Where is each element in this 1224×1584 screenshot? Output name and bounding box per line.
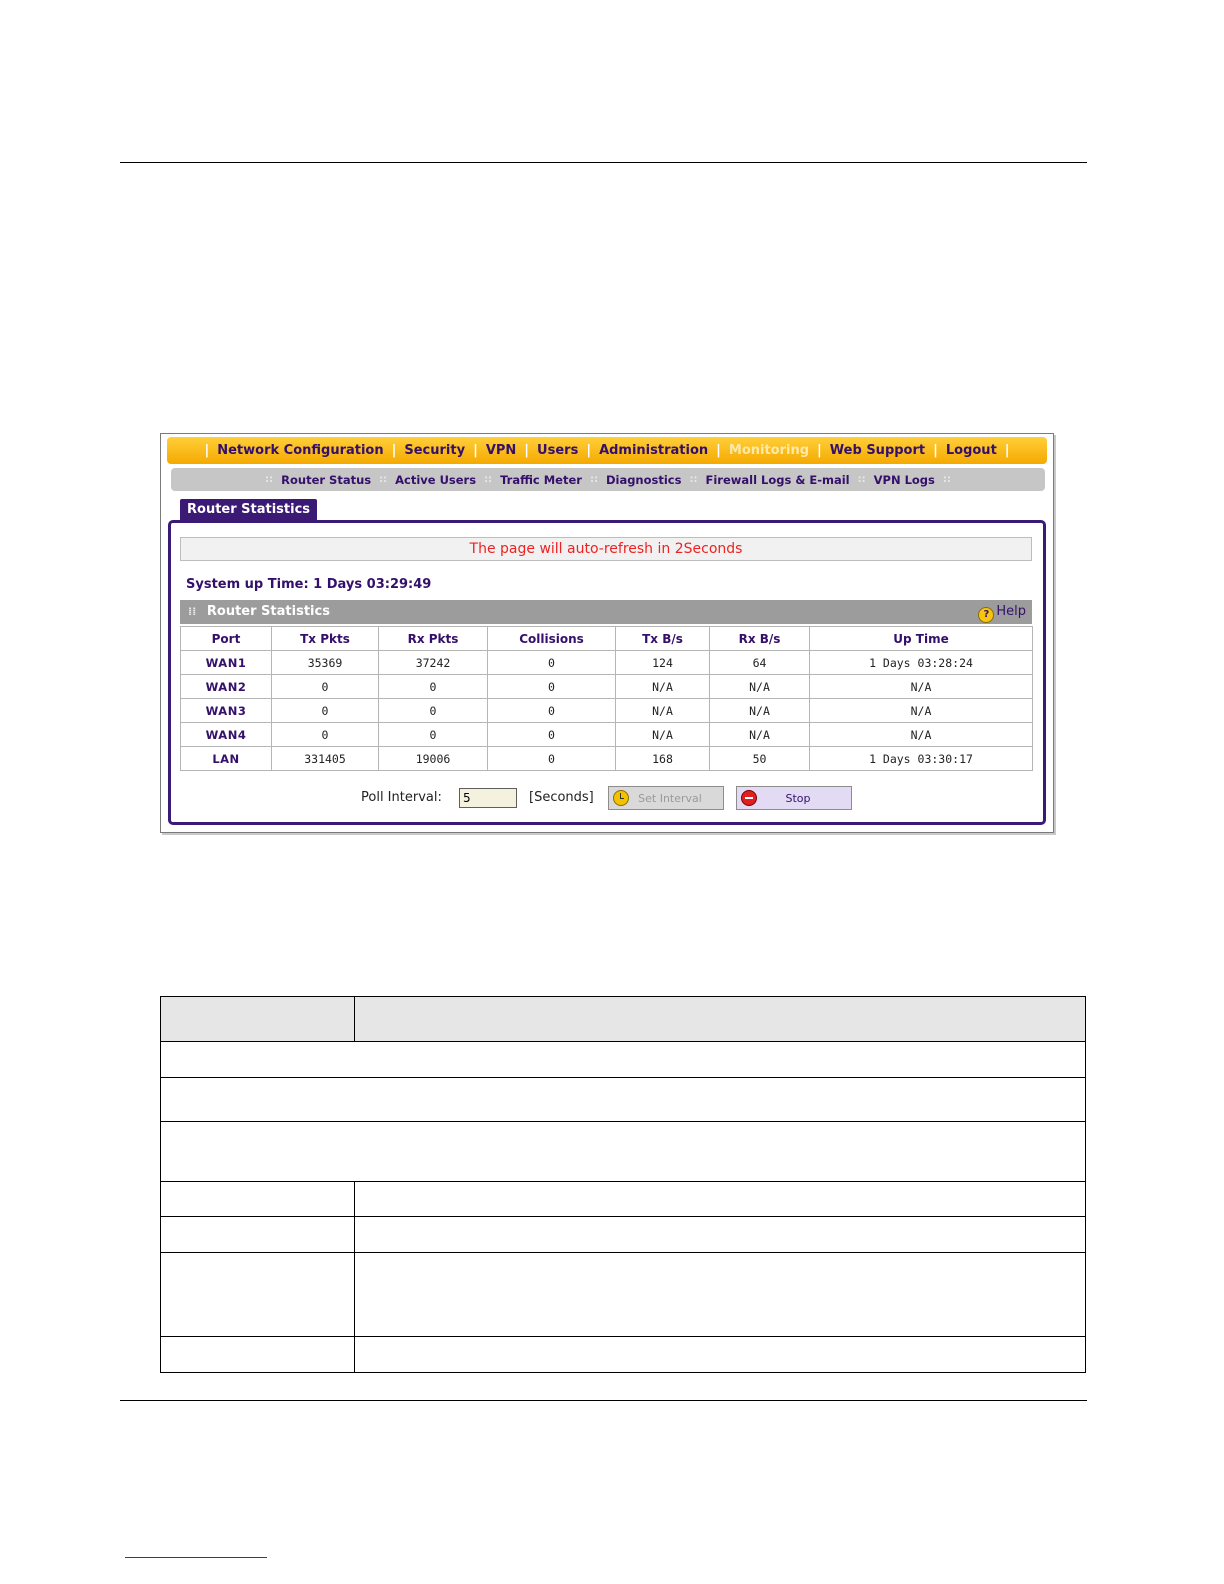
- section-header: [180, 600, 1032, 624]
- span-cell: [161, 1042, 1086, 1078]
- section-title: Router Statistics: [206, 604, 330, 619]
- content-panel: [168, 520, 1046, 825]
- nav-monitoring[interactable]: Monitoring: [728, 443, 810, 458]
- cell-collisions: 0: [488, 651, 616, 675]
- poll-interval-label: Poll Interval:: [361, 790, 442, 805]
- tab-router-statistics[interactable]: Router Statistics: [180, 499, 317, 520]
- nav-vpn[interactable]: VPN: [485, 443, 517, 458]
- set-interval-button[interactable]: [608, 786, 724, 810]
- subnav-router-status[interactable]: Router Status: [281, 472, 372, 487]
- col-rx-bps: Rx B/s: [710, 627, 810, 651]
- subnav-traffic-meter[interactable]: Traffic Meter: [500, 472, 582, 487]
- cell-port: WAN4: [181, 723, 272, 747]
- table-row: [161, 1253, 1086, 1337]
- cell-collisions: 0: [488, 699, 616, 723]
- cell-port: WAN3: [181, 699, 272, 723]
- col-rx-pkts: Rx Pkts: [379, 627, 488, 651]
- cell-tx-pkts: 0: [272, 723, 379, 747]
- cell-rx-pkts: 0: [379, 723, 488, 747]
- cell-tx-bps: N/A: [616, 699, 710, 723]
- cell-tx-bps: N/A: [616, 675, 710, 699]
- cell-rx-bps: 64: [710, 651, 810, 675]
- col-port: Port: [181, 627, 272, 651]
- cell-tx-pkts: 35369: [272, 651, 379, 675]
- cell-collisions: 0: [488, 723, 616, 747]
- table-header-row: [181, 627, 1033, 651]
- table-row: [161, 1042, 1086, 1078]
- cell-collisions: 0: [488, 747, 616, 771]
- table-row: [161, 1217, 1086, 1253]
- term-cell: [161, 1253, 355, 1337]
- router-statistics-table: [180, 626, 1033, 771]
- cell-rx-pkts: 0: [379, 699, 488, 723]
- nav-users[interactable]: Users: [537, 443, 579, 458]
- table-row: [181, 747, 1033, 771]
- help-icon: ?: [978, 607, 994, 623]
- cell-tx-pkts: 331405: [272, 747, 379, 771]
- description-cell: [355, 1217, 1086, 1253]
- cell-tx-pkts: 0: [272, 675, 379, 699]
- nav-administration[interactable]: Administration: [599, 443, 709, 458]
- table-header-row: [161, 997, 1086, 1042]
- subnav-vpn-logs[interactable]: VPN Logs: [873, 472, 935, 487]
- table-row: [181, 723, 1033, 747]
- cell-up-time: N/A: [810, 723, 1033, 747]
- cell-tx-bps: N/A: [616, 723, 710, 747]
- table-row: [161, 1078, 1086, 1122]
- stop-label: Stop: [785, 791, 811, 805]
- header-cell: [161, 997, 355, 1042]
- cell-up-time: N/A: [810, 675, 1033, 699]
- main-navigation: | Network Configuration | Security | VPN | Users | Administration | Monitoring | Web Support | Logout |: [167, 437, 1047, 464]
- router-statistics-screenshot: [160, 433, 1054, 833]
- cell-tx-bps: 124: [616, 651, 710, 675]
- cell-collisions: 0: [488, 675, 616, 699]
- table-row: [181, 675, 1033, 699]
- span-cell: [161, 1122, 1086, 1182]
- nav-logout[interactable]: Logout: [945, 443, 997, 458]
- cell-up-time: 1 Days 03:30:17: [810, 747, 1033, 771]
- help-link[interactable]: [978, 600, 1026, 624]
- sub-navigation: :: Router Status :: Active Users :: Traffic Meter :: Diagnostics :: Firewall Logs & E-mail :: VPN Logs ::: [171, 468, 1045, 491]
- term-cell: [161, 1337, 355, 1373]
- subnav-firewall-logs[interactable]: Firewall Logs & E-mail: [705, 472, 850, 487]
- header-cell: [355, 997, 1086, 1042]
- cell-rx-pkts: 0: [379, 675, 488, 699]
- cell-rx-bps: N/A: [710, 675, 810, 699]
- cell-tx-bps: 168: [616, 747, 710, 771]
- footer-link-underline[interactable]: [125, 1557, 267, 1558]
- cell-port: WAN1: [181, 651, 272, 675]
- cell-rx-bps: N/A: [710, 699, 810, 723]
- nav-web-support[interactable]: Web Support: [829, 443, 926, 458]
- subnav-diagnostics[interactable]: Diagnostics: [605, 472, 682, 487]
- table-row: [181, 699, 1033, 723]
- term-cell: [161, 1217, 355, 1253]
- span-cell: [161, 1078, 1086, 1122]
- cell-rx-bps: N/A: [710, 723, 810, 747]
- description-cell: [355, 1337, 1086, 1373]
- table-row: [181, 651, 1033, 675]
- set-interval-label: Set Interval: [638, 791, 702, 805]
- subnav-active-users[interactable]: Active Users: [395, 472, 477, 487]
- header-rule: [120, 162, 1087, 163]
- col-tx-bps: Tx B/s: [616, 627, 710, 651]
- cell-tx-pkts: 0: [272, 699, 379, 723]
- col-collisions: Collisions: [488, 627, 616, 651]
- cell-rx-pkts: 37242: [379, 651, 488, 675]
- cell-rx-bps: 50: [710, 747, 810, 771]
- table-row: [161, 1337, 1086, 1373]
- stop-button[interactable]: [736, 786, 852, 810]
- term-cell: [161, 1182, 355, 1217]
- cell-port: WAN2: [181, 675, 272, 699]
- clock-icon: [613, 790, 629, 806]
- grip-icon: ⁞⁞: [188, 605, 197, 618]
- system-uptime: System up Time: 1 Days 03:29:49: [186, 577, 432, 592]
- col-tx-pkts: Tx Pkts: [272, 627, 379, 651]
- cell-port: LAN: [181, 747, 272, 771]
- auto-refresh-message: The page will auto-refresh in 2Seconds: [180, 537, 1032, 561]
- cell-up-time: 1 Days 03:28:24: [810, 651, 1033, 675]
- cell-rx-pkts: 19006: [379, 747, 488, 771]
- poll-interval-input[interactable]: [459, 788, 517, 808]
- poll-interval-row: [171, 785, 1043, 813]
- description-cell: [355, 1182, 1086, 1217]
- poll-interval-unit: [Seconds]: [529, 790, 594, 805]
- nav-network-configuration[interactable]: Network Configuration: [217, 443, 384, 458]
- help-label: Help: [996, 604, 1026, 619]
- table-row: [161, 1122, 1086, 1182]
- nav-security[interactable]: Security: [404, 443, 466, 458]
- stop-icon: [741, 790, 757, 806]
- col-up-time: Up Time: [810, 627, 1033, 651]
- description-table: [160, 996, 1086, 1373]
- footer-rule: [120, 1400, 1087, 1401]
- table-row: [161, 1182, 1086, 1217]
- description-cell: [355, 1253, 1086, 1337]
- cell-up-time: N/A: [810, 699, 1033, 723]
